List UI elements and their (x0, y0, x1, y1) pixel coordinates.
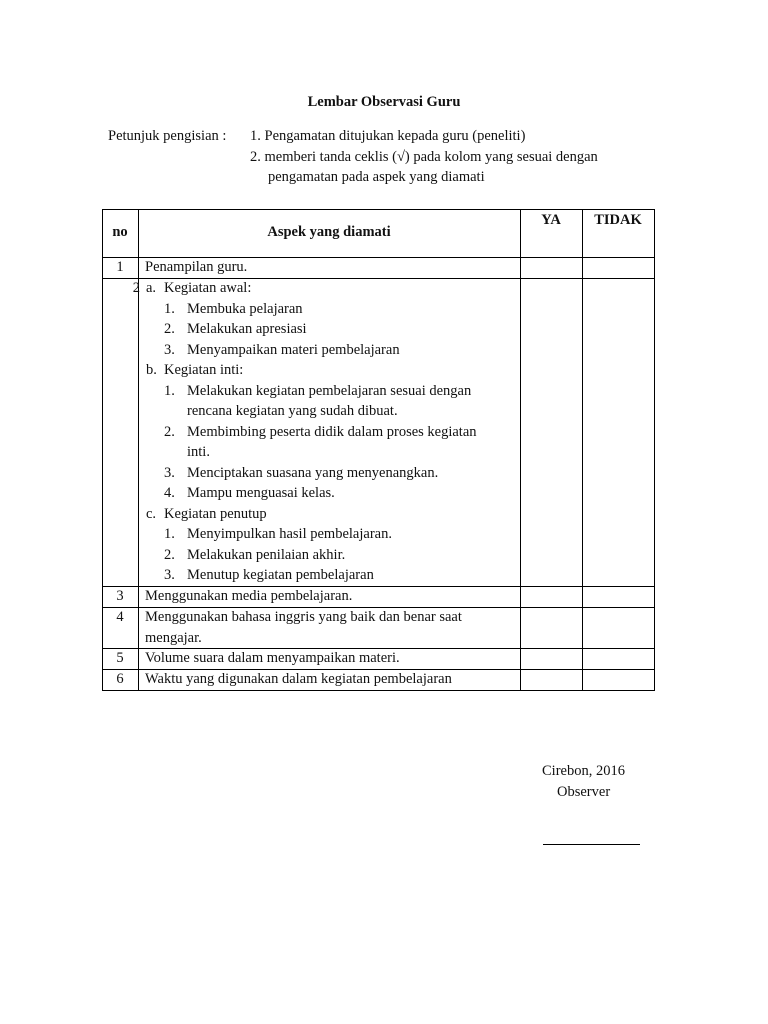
row-number: 6 (116, 671, 124, 687)
item-number: 2. (164, 321, 175, 337)
row-aspect-text: Waktu yang digunakan dalam kegiatan pembelajaran (145, 671, 452, 687)
document-title: Lembar Observasi Guru (307, 94, 461, 110)
item-text: Membuka pelajaran (187, 300, 303, 317)
item-text: Menutup kegiatan pembelajaran (187, 567, 374, 583)
row-aspect-text: mengajar. (145, 629, 202, 646)
item-text: Melakukan penilaian akhir. (187, 546, 346, 563)
table-column-divider (582, 209, 583, 691)
row-aspect-text: Volume suara dalam menyampaikan materi. (145, 650, 400, 666)
instruction-line-2: 2. memberi tanda ceklis (√) pada kolom yang sesuai dengan (250, 149, 598, 165)
header-tidak: TIDAK (594, 212, 642, 228)
item-number: 1. (164, 300, 175, 317)
item-text: Menyimpulkan hasil pembelajaran. (187, 526, 392, 542)
footer-place-date: Cirebon, 2016 (542, 763, 625, 779)
row-aspect-text: Menggunakan media pembelajaran. (145, 588, 353, 604)
item-number: 1. (164, 382, 175, 399)
group-label: Kegiatan inti: (164, 362, 244, 378)
item-text: Melakukan apresiasi (187, 321, 307, 337)
group-letter: b. (146, 362, 157, 378)
table-column-divider (654, 209, 655, 691)
signature-line (543, 844, 640, 845)
table-row-divider (102, 690, 655, 691)
item-text: Membimbing peserta didik dalam proses kegiatan (187, 423, 477, 440)
item-number: 1. (164, 526, 175, 542)
row-aspect-text: Penampilan guru. (145, 259, 248, 275)
row-number: 2 (132, 280, 140, 296)
row-number: 4 (116, 609, 124, 625)
row-aspect-text: Menggunakan bahasa inggris yang baik dan benar saat (145, 609, 462, 625)
instructions-label: Petunjuk pengisian : (108, 128, 227, 144)
row-number: 3 (116, 588, 124, 604)
item-text: Menyampaikan materi pembelajaran (187, 341, 400, 358)
header-no: no (112, 224, 128, 240)
group-label: Kegiatan awal: (164, 280, 252, 296)
item-number: 3. (164, 341, 175, 358)
footer-role: Observer (557, 784, 611, 800)
group-label: Kegiatan penutup (164, 505, 267, 522)
instruction-line-2-continued: pengamatan pada aspek yang diamati (268, 169, 485, 185)
instruction-line-1: 1. Pengamatan ditujukan kepada guru (peneliti) (250, 128, 526, 144)
item-text: Menciptakan suasana yang menyenangkan. (187, 464, 439, 481)
row-number: 1 (116, 259, 124, 275)
item-number: 3. (164, 567, 175, 583)
table-column-divider (520, 209, 521, 691)
header-ya: YA (541, 212, 561, 228)
group-letter: a. (146, 280, 157, 296)
row-number: 5 (116, 650, 124, 666)
item-number: 2. (164, 423, 175, 440)
item-number: 4. (164, 485, 175, 501)
item-text: Mampu menguasai kelas. (187, 485, 335, 501)
item-number: 3. (164, 464, 175, 481)
item-number: 2. (164, 546, 175, 563)
item-text: inti. (187, 444, 210, 460)
item-text: rencana kegiatan yang sudah dibuat. (187, 403, 398, 419)
group-letter: c. (146, 505, 157, 522)
header-aspect: Aspek yang diamati (267, 224, 391, 240)
item-text: Melakukan kegiatan pembelajaran sesuai dengan (187, 382, 472, 399)
